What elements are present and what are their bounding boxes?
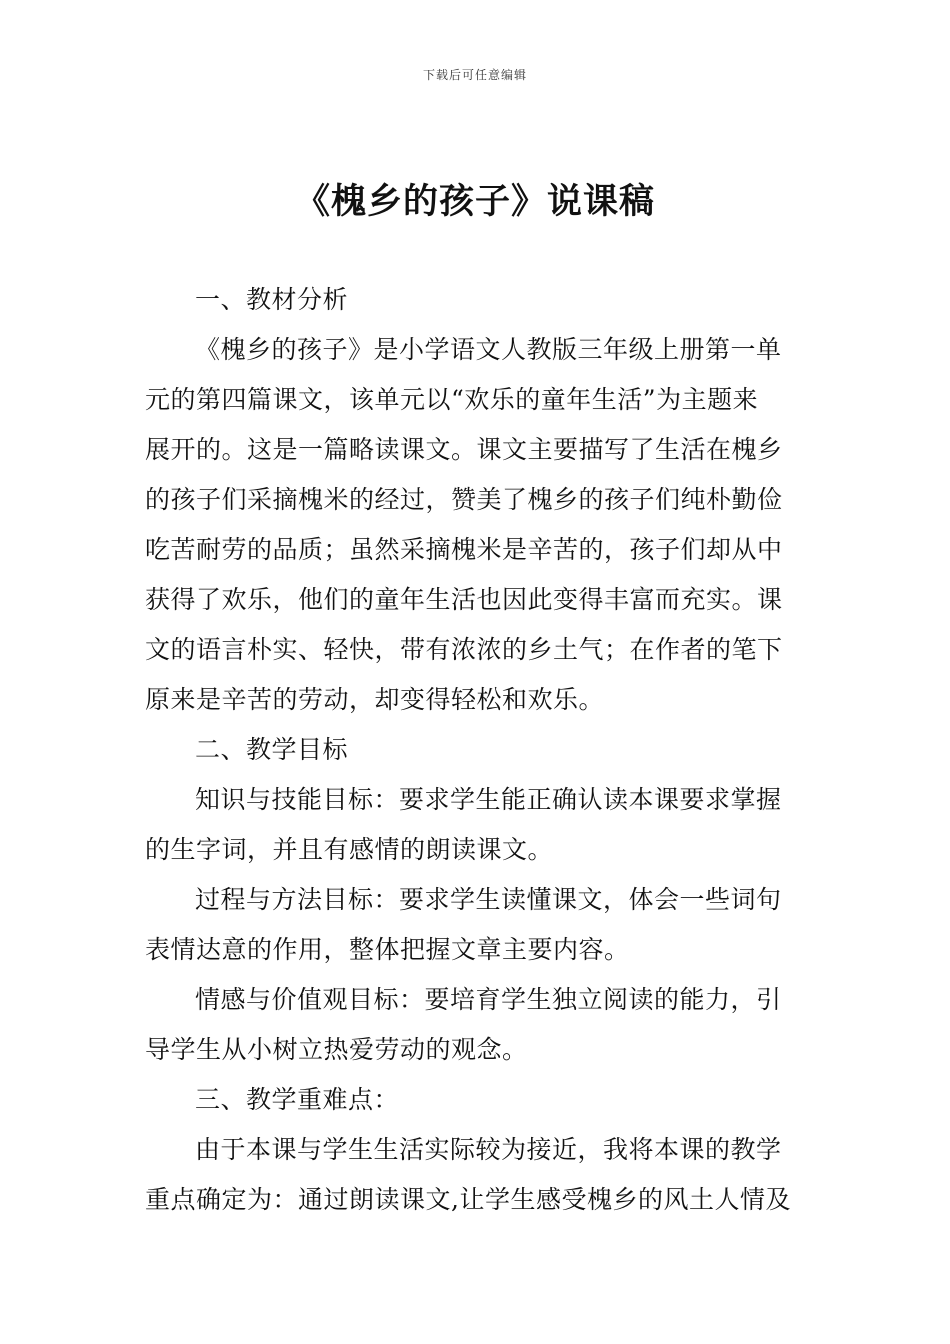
document-body (145, 275, 807, 1225)
document-title: 《槐乡的孩子》说课稿 (294, 182, 655, 222)
paragraph-line: 过程与方法目标：要求学生读懂课文，体会一些词句 (195, 885, 782, 914)
section-heading-analysis: 一、教材分析 (195, 285, 349, 314)
paragraph-line: 获得了欢乐，他们的童年生活也因此变得丰富而充实。课 (145, 585, 783, 614)
paragraph-line: 由于本课与学生生活实际较为接近，我将本课的教学 (195, 1135, 782, 1164)
paragraph-line: 原来是辛苦的劳动，却变得轻松和欢乐。 (145, 685, 605, 714)
paragraph-line: 知识与技能目标：要求学生能正确认读本课要求掌握 (195, 785, 782, 814)
paragraph-line: 文的语言朴实、轻快，带有浓浓的乡土气；在作者的笔下 (145, 635, 783, 664)
header-note: 下载后可任意编辑 (422, 68, 527, 82)
paragraph-line: 表情达意的作用，整体把握文章主要内容。 (145, 935, 630, 964)
section-heading-key-points: 三、教学重难点： (195, 1085, 400, 1114)
paragraph-line: 重点确定为：通过朗读课文,让学生感受槐乡的风土人情及 (145, 1185, 791, 1214)
paragraph-line: 的生字词，并且有感情的朗读课文。 (145, 835, 554, 864)
paragraph-line: 吃苦耐劳的品质；虽然采摘槐米是辛苦的，孩子们却从中 (145, 535, 783, 564)
paragraph-line: 情感与价值观目标：要培育学生独立阅读的能力，引 (195, 985, 782, 1014)
paragraph-line: 导学生从小树立热爱劳动的观念。 (145, 1035, 528, 1064)
paragraph-line: 展开的。这是一篇略读课文。课文主要描写了生活在槐乡 (145, 435, 783, 464)
paragraph-line: 元的第四篇课文，该单元以“欢乐的童年生活”为主题来 (145, 385, 759, 414)
paragraph-line: 的孩子们采摘槐米的经过，赞美了槐乡的孩子们纯朴勤俭 (145, 485, 783, 514)
paragraph-line: 《槐乡的孩子》是小学语文人教版三年级上册第一单 (195, 335, 782, 364)
section-heading-objectives: 二、教学目标 (195, 735, 349, 764)
